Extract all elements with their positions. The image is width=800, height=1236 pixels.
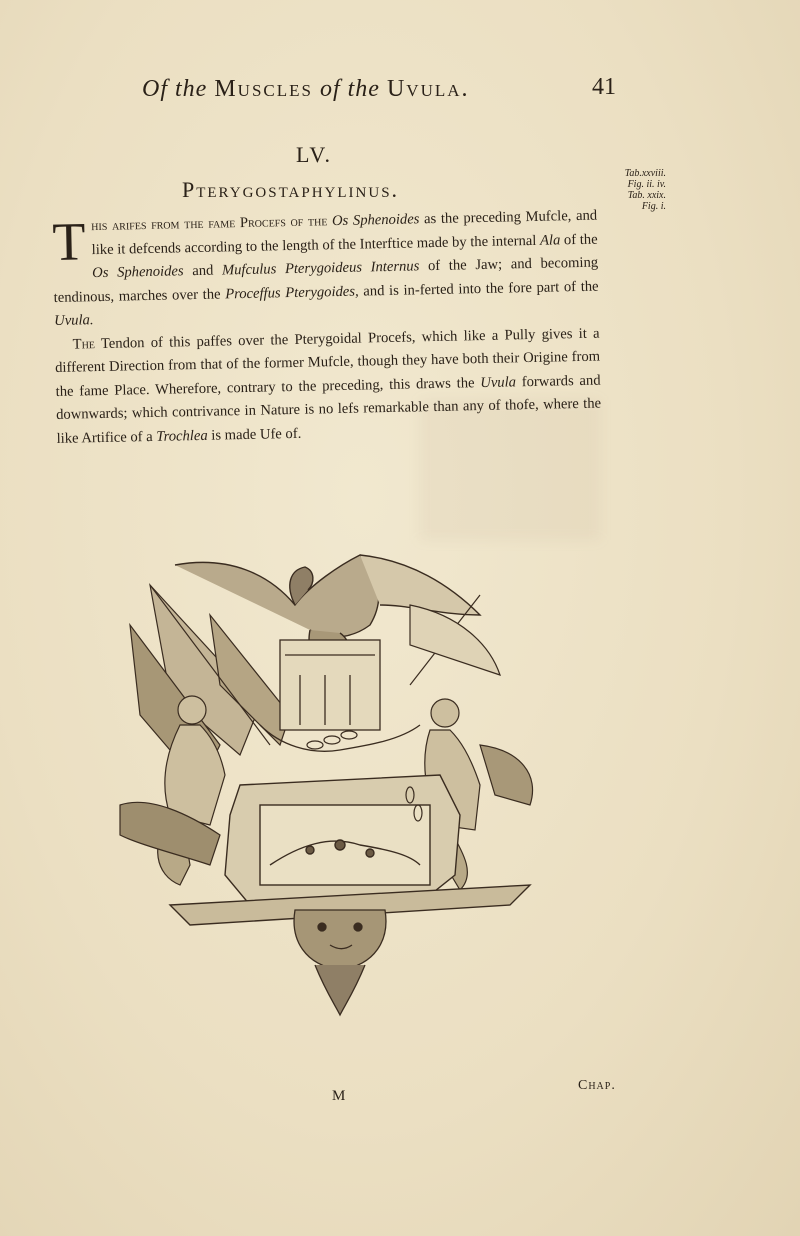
text-run: of the bbox=[560, 231, 598, 248]
margin-note-line: Tab.xxviii. bbox=[624, 168, 666, 179]
body-text bbox=[52, 205, 602, 451]
text-run: of the Jaw; and becoming tendinous, marches over the bbox=[53, 254, 599, 306]
text-run: Mufculus Pterygoideus Internus bbox=[221, 258, 420, 279]
engraved-tailpiece-ornament bbox=[110, 545, 570, 1025]
mask-face-icon bbox=[294, 910, 386, 1015]
text-run: The bbox=[72, 335, 96, 353]
drop-cap: T bbox=[51, 211, 87, 272]
catchword: Chap. bbox=[578, 1078, 616, 1093]
margin-note bbox=[586, 168, 666, 212]
text-run: and is in-ferted into the fore part of the bbox=[358, 278, 599, 300]
section-title: Pterygostaphylinus. bbox=[182, 177, 400, 202]
text-run: Tendon of this paffes over the Pterygoidal Procefs, which like a Pully gives it a different Direction from that of the former Mufcle, though they have both their Origine from the fame Place. Wherefore, contrary to the preceding, this draws the bbox=[55, 325, 601, 400]
text-run: is made Ufe of. bbox=[207, 425, 302, 444]
text-run: his arifes from the fame Procefs of the bbox=[91, 213, 333, 235]
section-number: LV. bbox=[296, 142, 332, 167]
running-head-uvula: Uvula. bbox=[386, 76, 470, 102]
running-head-of-the: Of the bbox=[142, 76, 208, 102]
text-run: as the preceding Mufcle, and like it defcends according to the length of the Interftice made by the internal bbox=[91, 207, 598, 258]
signature-mark: M bbox=[332, 1088, 346, 1104]
text-run: Proceffus Pterygoides, bbox=[225, 283, 359, 302]
running-head-muscles: Muscles bbox=[214, 76, 313, 102]
text-run: forwards and downwards; which contrivance in Nature is no lefs remarkable than any of thofe, where the like Artifice of a bbox=[56, 372, 602, 447]
page-number: 41 bbox=[592, 74, 616, 100]
margin-note-line: Fig. ii. iv. bbox=[627, 179, 666, 190]
text-run: Os Sphenoides bbox=[331, 211, 420, 230]
text-run: Os Sphenoides bbox=[92, 263, 184, 282]
text-run: Ala bbox=[539, 231, 561, 249]
paragraph-2 bbox=[54, 322, 601, 451]
text-run: Trochlea bbox=[156, 427, 208, 445]
running-head-of-the-2: of the bbox=[319, 76, 380, 102]
text-run: Uvula bbox=[480, 373, 517, 391]
text-run: and bbox=[183, 262, 223, 280]
running-head bbox=[142, 76, 470, 103]
paragraph-1 bbox=[52, 205, 599, 334]
text-run: Uvula. bbox=[54, 312, 94, 329]
margin-note-line: Fig. i. bbox=[641, 201, 666, 212]
margin-note-line: Tab. xxix. bbox=[627, 190, 666, 201]
